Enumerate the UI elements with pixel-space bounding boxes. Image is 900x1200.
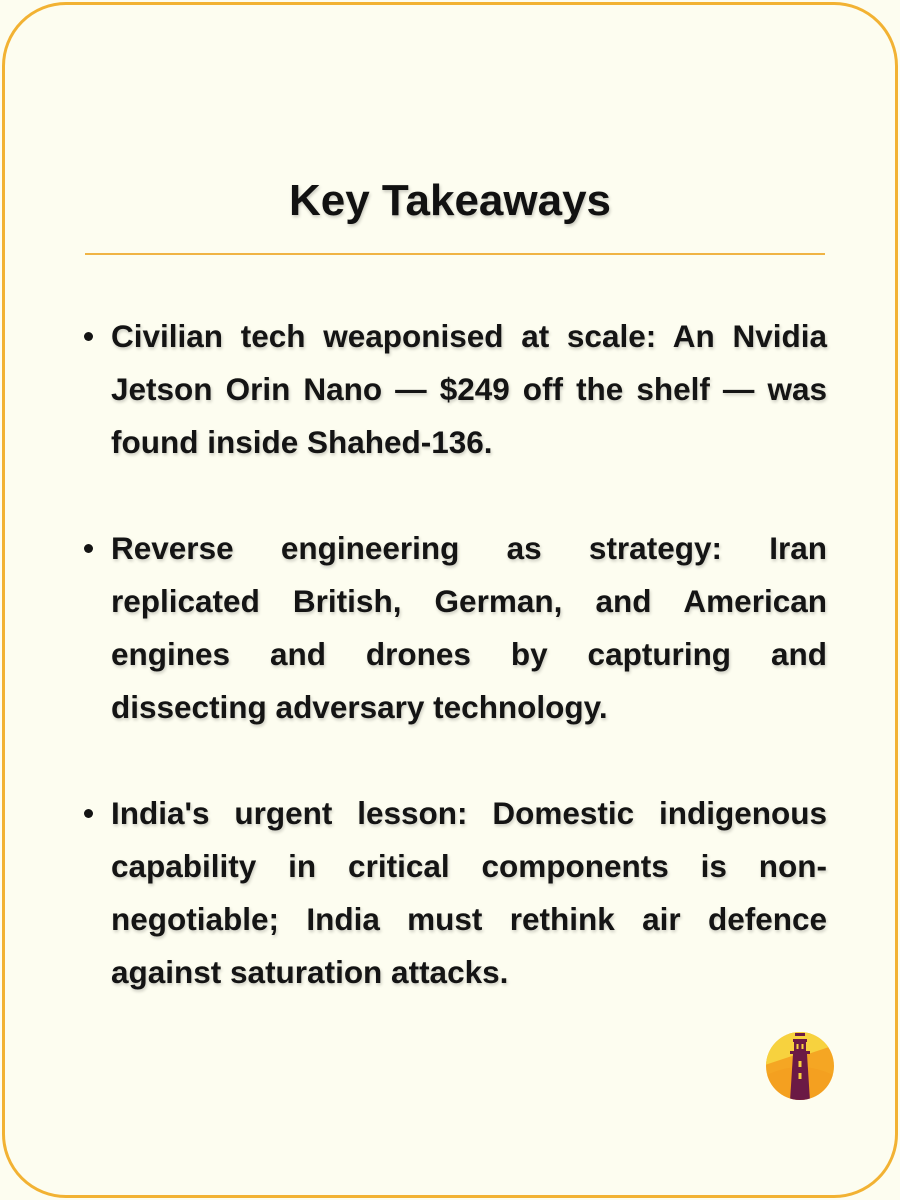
takeaway-text: Reverse engineering as strategy: Iran replicated British, German, and American engines and drones by capturing and dissecting adversary technology. <box>111 530 827 725</box>
bullet-icon <box>84 544 93 553</box>
list-item <box>111 787 827 999</box>
title-divider <box>85 253 825 255</box>
takeaways-list <box>111 310 827 1052</box>
takeaway-text: India's urgent lesson: Domestic indigenous capability in critical components is non-negotiable; India must rethink air defence against saturation attacks. <box>111 795 827 990</box>
page-title: Key Takeaways <box>288 176 612 225</box>
list-item <box>111 522 827 734</box>
bullet-icon <box>84 332 93 341</box>
takeaway-text: Civilian tech weaponised at scale: An Nvidia Jetson Orin Nano — $249 off the shelf — was found inside Shahed-136. <box>111 318 827 460</box>
lighthouse-icon <box>765 1031 835 1101</box>
takeaways-card <box>2 2 898 1198</box>
list-item <box>111 310 827 469</box>
bullet-icon <box>84 809 93 818</box>
